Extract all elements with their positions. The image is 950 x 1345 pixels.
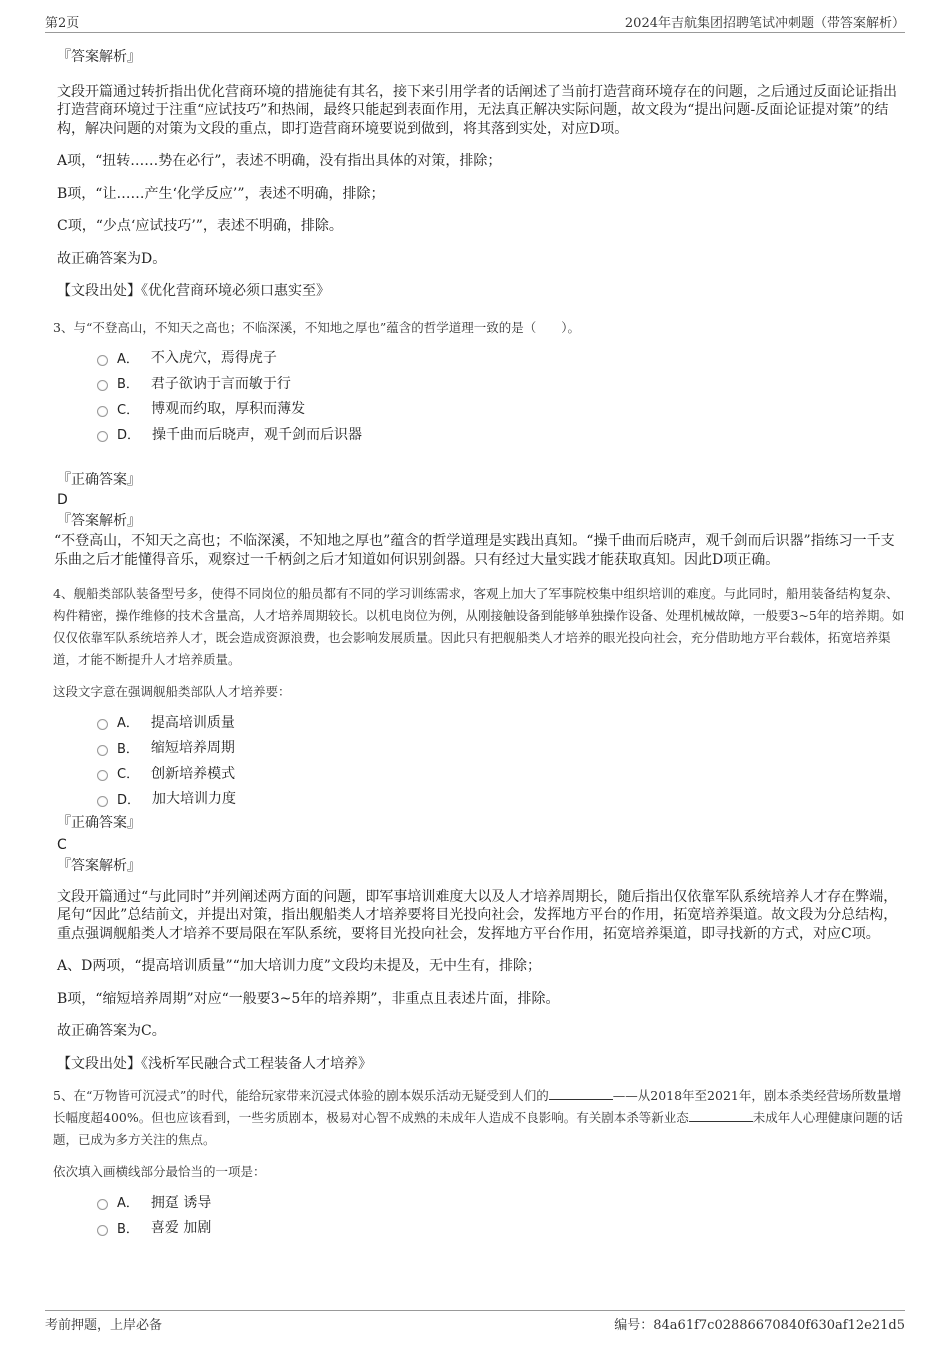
radio-icon[interactable] (97, 406, 108, 417)
page-footer (45, 1310, 905, 1333)
q2-option-a-note: A项，“扭转……势在必行”，表述不明确，没有指出具体的对策，排除； (57, 153, 502, 169)
footer-slogan: 考前押题，上岸必备 (45, 1318, 163, 1333)
q4-option-ad-note: A、D两项，“提高培训质量”“加大培训力度”文段均未提及，无中生有，排除； (57, 958, 541, 974)
q3-analysis: “不登高山，不知天之高也；不临深溪，不知地之厚也”蕴含的哲学道理是实践出真知。“操千曲而后晓声，观千剑而后识器”指练习一千支乐曲之后才能懂得音乐，观察过一千柄剑之后才知道如何识别剑器。只有经过大量实践才能获取真知。因此D项正确。 (54, 533, 895, 568)
radio-icon[interactable] (97, 1199, 108, 1210)
blank-2 (689, 1109, 753, 1122)
q2-analysis-title: 『答案解析』 (57, 49, 141, 65)
q4-prompt: 这段文字意在强调舰船类部队人才培养要： (53, 684, 291, 699)
q3-answer-title: 『正确答案』 (57, 471, 141, 488)
q4-option-a[interactable]: A． 提高培训质量 (97, 709, 905, 735)
q4-answer-title: 『正确答案』 (57, 815, 141, 831)
q4-option-d[interactable]: D． 加大培训力度 (97, 786, 905, 812)
q3-option-a[interactable]: A． 不入虎穴，焉得虎子 (97, 345, 905, 371)
q3-analysis-title: 『答案解析』 (57, 512, 141, 529)
radio-icon[interactable] (97, 1225, 108, 1236)
document-title: 2024年吉航集团招聘笔试冲刺题（带答案解析） (624, 16, 905, 31)
radio-icon[interactable] (97, 380, 108, 391)
q2-option-c-note: C项，“少点‘应试技巧’”，表述不明确，排除。 (57, 218, 343, 234)
q4-option-b[interactable]: B． 缩短培养周期 (97, 735, 905, 761)
q4-option-c[interactable]: C． 创新培养模式 (97, 760, 905, 786)
blank-1 (549, 1087, 613, 1100)
q5-prompt: 依次填入画横线部分最恰当的一项是： (53, 1164, 266, 1179)
radio-icon[interactable] (97, 745, 108, 756)
q3-question: 3、与“不登高山，不知天之高也；不临深溪，不知地之厚也”蕴含的哲学道理一致的是（ ）。 (53, 319, 580, 335)
q4-analysis-title: 『答案解析』 (57, 858, 141, 874)
q3-option-c[interactable]: C． 博观而约取，厚积而薄发 (97, 396, 905, 422)
q5-option-b[interactable]: B． 喜爱 加剧 (97, 1215, 905, 1241)
q3-option-b[interactable]: B． 君子欲讷于言而敏于行 (97, 370, 905, 396)
q4-analysis: 文段开篇通过“与此同时”并列阐述两方面的问题，即军事培训难度大以及人才培养周期长，随后指出仅依靠军队系统培养人才存在弊端，尾句“因此”总结前文，并提出对策，指出舰船类人才培养要将目光投向社会，发挥地方平台的作用，拓宽培养渠道。故文段为分总结构，重点强调舰船类人才培养不要局限在军队系统，要将目光投向社会，发挥地方平台作用，拓宽培养渠道，即寻找新的方式，对应C项。 (57, 888, 898, 942)
q4-option-b-note: B项，“缩短培养周期”对应“一般要3~5年的培养期”，非重点且表述片面，排除。 (57, 990, 560, 1007)
radio-icon[interactable] (97, 770, 108, 781)
q2-analysis: 文段开篇通过转折指出优化营商环境的措施徒有其名，接下来引用学者的话阐述了当前打造营商环境存在的问题，之后通过反面论证指出打造营商环境过于注重“应试技巧”和热闹，最终只能起到表面作用，无法真正解决实际问题，故文段为“提出问题-反面论证提对策”的结构，解决问题的对策为文段的重点，即打造营商环境要说到做到，将其落到实处，对应D项。 (57, 83, 897, 137)
q5-question: 5、在“万物皆可沉浸式”的时代，能给玩家带来沉浸式体验的剧本娱乐活动无疑受到人们的 ——从2018年至2021年，剧本杀类经营场所数量增长幅度超400%。但也应该看到，一些劣质剧本，极易对心智不成熟的未成年人造成不良影响。有关剧本杀等新业态 未成年人心理健康问题的话题，已成为多方关注的焦点。 (53, 1088, 903, 1147)
q4-source: 【文段出处】《浅析军民融合式工程装备人才培养》 (57, 1055, 372, 1072)
radio-icon[interactable] (97, 355, 108, 366)
q4-conclusion: 故正确答案为C。 (57, 1023, 166, 1039)
radio-icon[interactable] (97, 431, 108, 442)
q4-answer: C (57, 836, 67, 853)
radio-icon[interactable] (97, 796, 108, 807)
q3-answer: D (57, 492, 68, 508)
q4-question: 4、舰船类部队装备型号多，使得不同岗位的船员都有不同的学习训练需求，客观上加大了军事院校集中组织培训的难度。与此同时，船用装备结构复杂、构件精密，操作维修的技术含量高，人才培养周期较长。以机电岗位为例，从刚接触设备到能够单独操作设备、处理机械故障，一般要3~5年的培养期。如仅仅依靠军队系统培养人才，既会造成资源浪费，也会影响发展质量。因此只有把舰船类人才培养的眼光投向社会，充分借助地方平台载体，拓宽培养渠道，才能不断提升人才培养质量。 (53, 586, 905, 667)
q5-options (97, 1189, 905, 1240)
document-body (53, 46, 905, 1240)
q2-source: 【文段出处】《优化营商环境必须口惠实至》 (57, 283, 330, 299)
page-number: 第2页 (45, 16, 80, 31)
page-header (45, 12, 905, 33)
footer-code: 编号：84a61f7c02886670840f630af12e21d5 (614, 1318, 905, 1333)
q3-options (97, 345, 905, 447)
q2-conclusion: 故正确答案为D。 (57, 250, 167, 267)
radio-icon[interactable] (97, 719, 108, 730)
q4-options (97, 709, 905, 811)
q3-option-d[interactable]: D． 操千曲而后晓声，观千剑而后识器 (97, 421, 905, 447)
q2-option-b-note: B项，“让……产生‘化学反应’”，表述不明确，排除； (57, 185, 385, 202)
q5-option-a[interactable]: A． 拥趸 诱导 (97, 1189, 905, 1215)
